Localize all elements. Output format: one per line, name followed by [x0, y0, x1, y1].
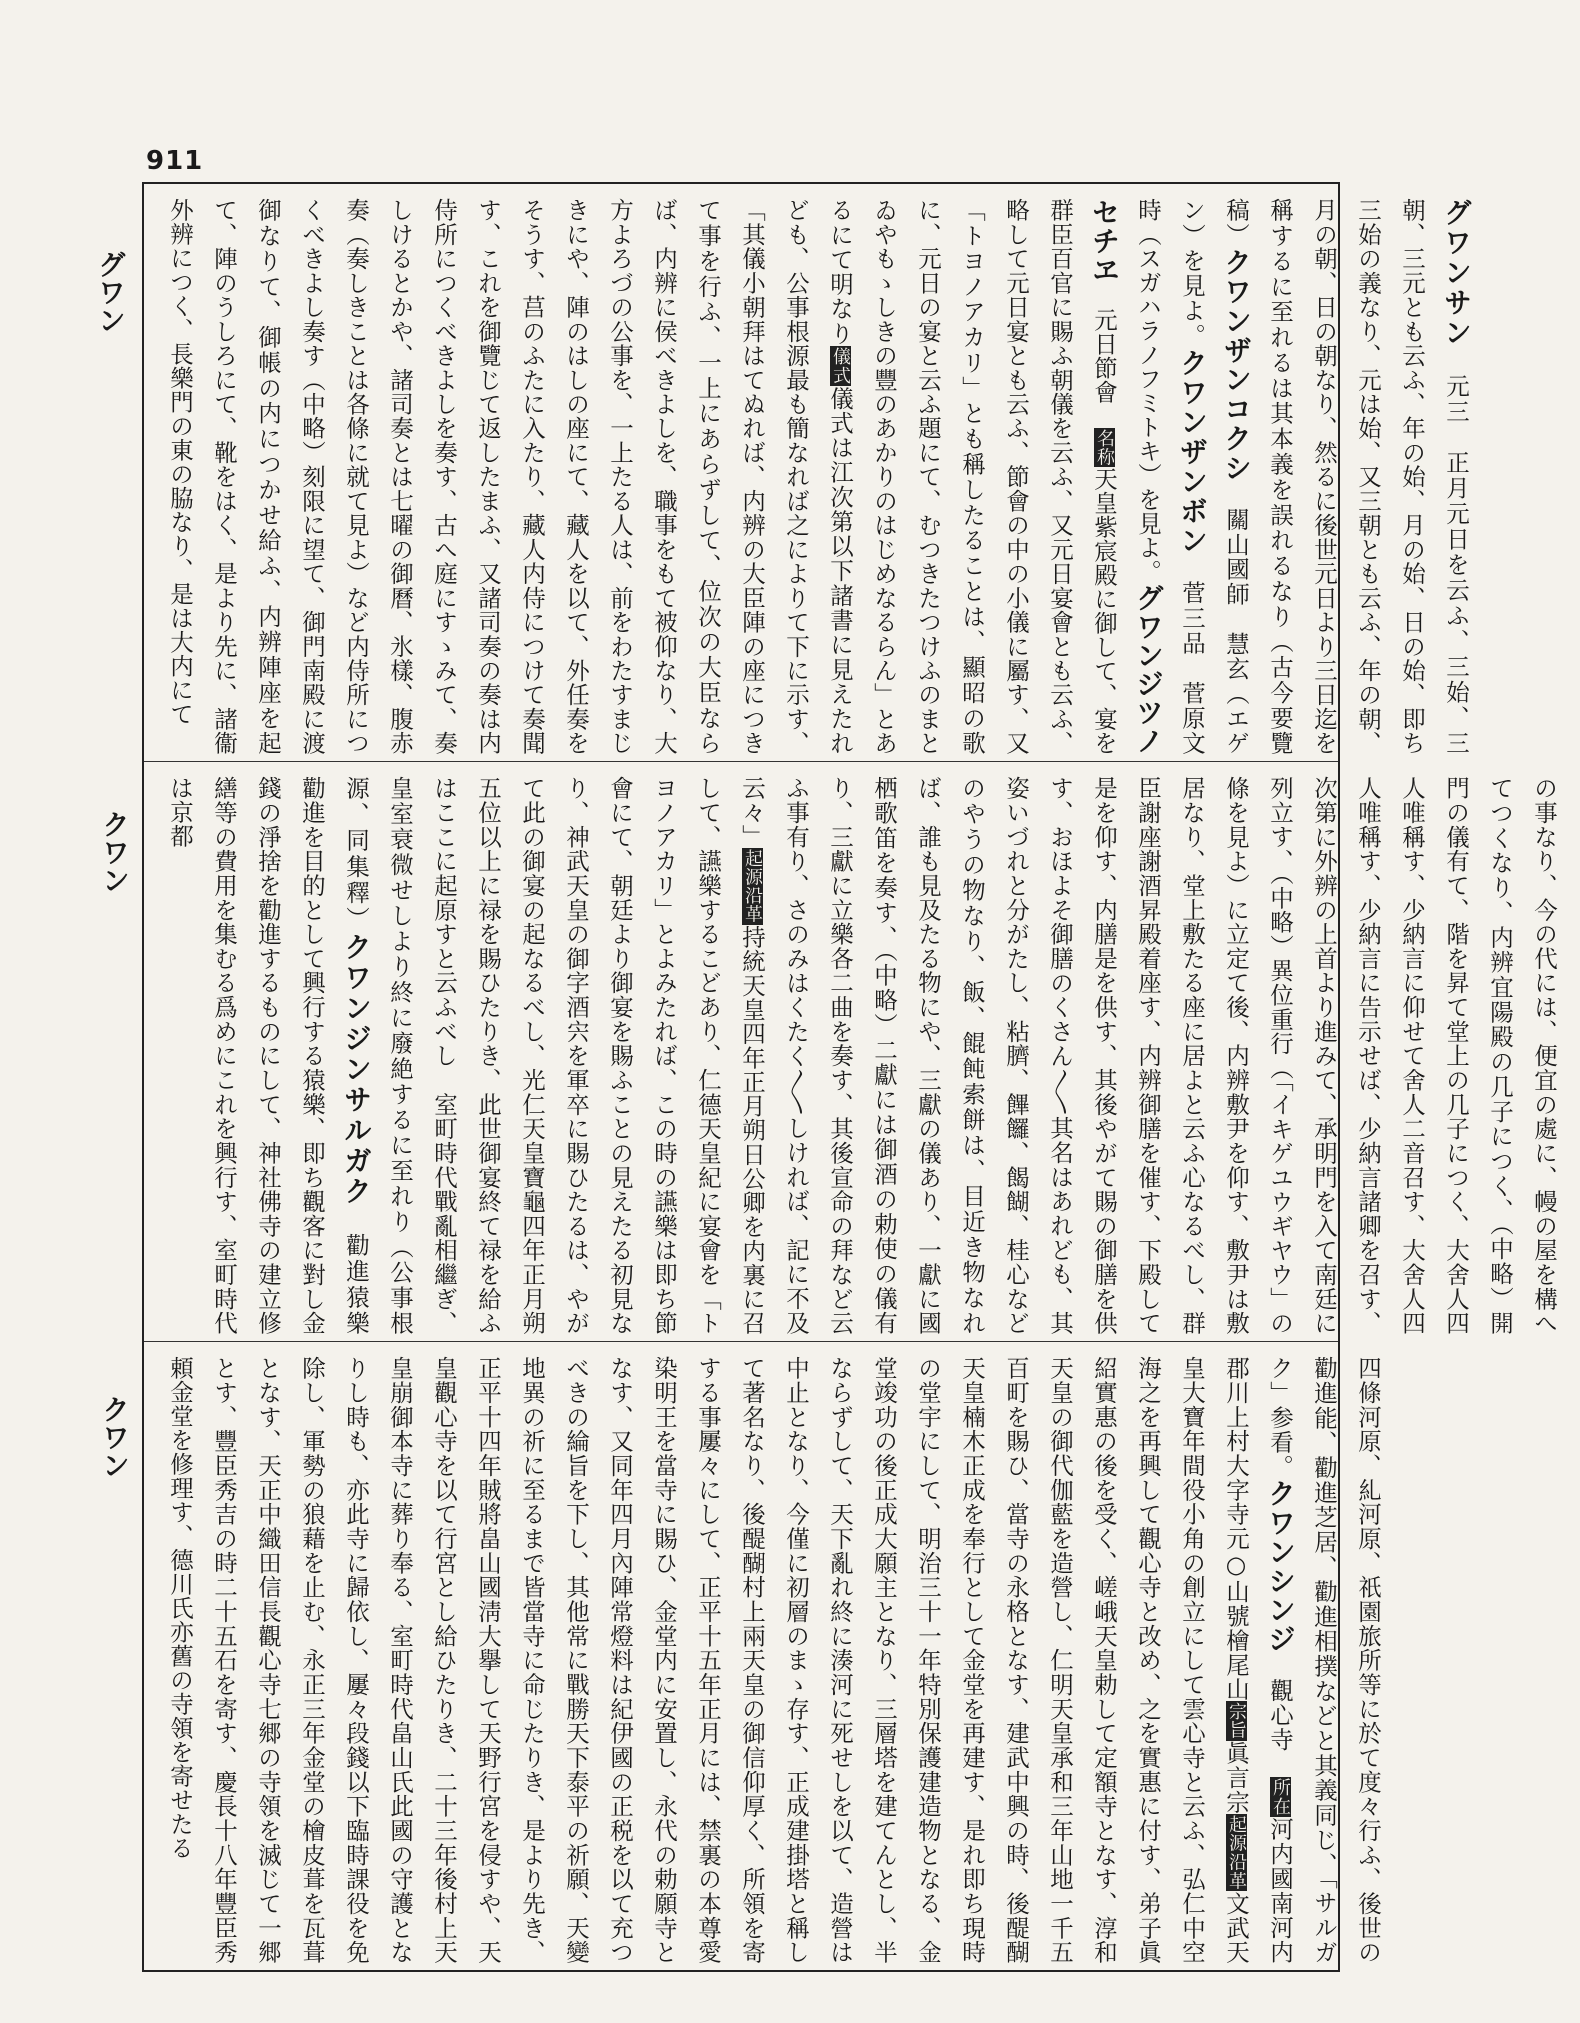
side-label-tier-1: グワン [94, 250, 127, 334]
entry-text: の事なり、今の代には、便宜の處に、幔の屋を構へてつくなり、内辨宜陽殿の几子につく、（中略）開門の儀有て、階を昇て堂上の几子につく、大舍人四人唯稱す、少納言に仰せて舍人二音召す、大舍人四人唯稱す、少納言に告示せば、少納言諸卿を召す、次第に外辨の上首より進みて、承明門を入て南廷に列立す、（中略）異位重行（「イキゲユウギヤウ」の條を見よ）に立定て後、内辨敷尹を仰す、敷尹は敷居なり、堂上敷たる座に居よと云ふ心なるべし、群臣謝座謝酒昇殿着座す、内辨御膳を催す、下殿して是を仰す、内膳是を供す、其後やがて賜の御膳を供す、おほよそ御膳のくさん〳〵其名はあれども、其姿いづれと分がたし、粘臍、饆饠、餲餬、桂心などのやうの物なり、飯、餛飩索餅は、目近き物なれば、誰も見及たる物にや、三獻の儀あり、一獻に國栖歌笛を奏す、（中略）二獻には御酒の勅使の儀有り、三獻に立樂各二曲を奏す、其後宣命の拜など云ふ事有り、さのみはくたく〳〵しければ、記に不及云々」 [738, 776, 1558, 1335]
entry-text: 河内國南河内郡川上村大字寺元○山號檜尾山 [1222, 1356, 1294, 1965]
entry-text: 眞言宗 [1222, 1740, 1250, 1814]
section-tag: 起源沿革 [742, 849, 763, 924]
entry-text: 四條河原、糺河原、祇園旅所等に於て度々行ふ、後世の勸進能、勸進芝居、勸進相撲などと其義同じ、「サルガク」参看。 [1266, 1356, 1382, 1964]
entry-headword: クワンザンボン [1176, 348, 1209, 556]
tier-2 [144, 762, 1558, 1360]
entry-text: 天皇紫宸殿に御して、宴を群臣百官に賜ふ朝儀を云ふ、又元日宴會とも云ふ、略して元日宴とも云ふ、節會の中の小儀に屬す、又「トヨノアカリ」とも稱したることは、顯昭の歌に、元日の宴と云ふ題にて、むつきたつけふのまとゐやもゝしきの豐のあかりのはじめなるらん」とあるにて明なり [826, 198, 1118, 756]
entry-headword: グワンジツノセチヱ [1088, 198, 1165, 756]
tier-1-text [144, 184, 1492, 761]
side-label-tier-3: クワン [98, 1395, 131, 1479]
entry-headword: クワンジンサルガク [340, 932, 373, 1207]
page-number: 911 [146, 146, 204, 176]
tier-2-text [144, 762, 1580, 1360]
entry-headword: グワンサン [1440, 198, 1473, 349]
entry-text: 元三 正月元日を云ふ、三始、三朝、三元とも云ふ、年の始、月の始、日の始、即ち三始の義なり、元は始、又三朝とも云ふ、年の朝、月の朝、日の朝なり、然るに後世元日より三日迄を稱するに至れるは其本義を誤れるなり（古今要覽稿） [1222, 198, 1470, 756]
entry-text: 持統天皇四年正月朔日公卿を内裏に召して、讌樂するこどあり、仁德天皇紀に宴會を「トヨノアカリ」とよみたれば、この時の讌樂は即ち節會にて、朝廷より御宴を賜ふことの見えたる初見なり、神武天皇の御字酒宍を軍卒に賜ひたるは、やがて此の御宴の起なるべし、光仁天皇寶龜四年正月朔五位以上に禄を賜ひたりき、此世御宴終て禄を給ふはここに起原すと云ふべし 室町時代戰亂相繼ぎ、皇室衰微せしより終に廢絶するに至れり（公事根源、同集釋） [342, 776, 766, 1336]
section-tag: 起源沿革 [1226, 1814, 1247, 1891]
tier-3-text [144, 1342, 1404, 1970]
tier-3 [144, 1342, 1382, 1970]
tier-1 [144, 184, 1473, 762]
section-tag: 名称 [1094, 428, 1115, 466]
entry-text: 儀式は江次第以下諸書に見えたれども、公事根源最も簡なれば之によりて下に示す、「其儀小朝拜はてぬれば、内辨の大臣陣の座につきて事を行ふ、一上にあらずして、位次の大臣ならば、内辨に侯べきよしを、職事をもて被仰なり、大方よろづの公事を、一上たる人は、前をわたすまじきにや、陣のはしの座にて、藏人を以て、外任奏をそうす、莒のふたに入たり、藏人内侍につけて奏聞す、これを御覽じて返したまふ、又諸司奏の奏は内侍所につくべきよしを奏す、古へ庭にすゝみて、奏しけるとかや、諸司奏とは七曜の御曆、氷樣、腹赤奏（奏しきことは各條に就て見よ）など内侍所につくべきよし奏す（中略）刻限に望て、御門南殿に渡御なりて、御帳の内につかせ給ふ、内辨陣座を起て、陣のうしろにて、靴をはく、是より先に、諸衞外辨につく、長樂門の東の脇なり、是は大内にて [166, 198, 854, 756]
entry-text: 菅三品 菅原文時（スガハラノフミトキ）を見よ。 [1134, 198, 1206, 756]
section-tag: 宗旨 [1226, 1702, 1247, 1740]
side-label-tier-2: クワン [98, 810, 131, 894]
entry-headword: クワンザンコクシ [1220, 247, 1253, 483]
section-tag: 所在 [1270, 1777, 1291, 1816]
entry-text: 元日節會 [1090, 283, 1118, 428]
entry-headword: クワンシンジ [1264, 1479, 1297, 1654]
entry-text: 勸進猿樂 勸進を目的として興行する猿樂、即ち觀客に對し金錢の淨捨を勸進するものにして、神社佛寺の建立修繕等の費用を集むる爲めにこれを興行す、室町時代は京都 [166, 776, 370, 1360]
entry-text: 觀心寺 [1266, 1653, 1294, 1777]
entry-text: 文武天皇大寶年間役小角の創立にして雲心寺と云ふ、弘仁中空海之を再興して觀心寺と改め、之を實惠に付す、弟子眞紹實惠の後を受く、嵯峨天皇勅して定額寺となす、淳和天皇の御代伽藍を造營し、仁明天皇承和三年山地一千五百町を賜ひ、當寺の永格となす、建武中興の時、後醍醐天皇楠木正成を奉行として金堂を再建す、是れ即ち現時の堂宇にして、明治三十一年特別保護建造物となる、金堂竣功の後正成大願主となり、三層塔を建てんとし、半ならずして、天下亂れ終に湊河に死せしを以て、造營は中止となり、今僅に初層のまゝ存す、正成建掛塔と稱して著名なり、後醍醐村上兩天皇の御信仰厚く、所領を寄する事屢々にして、正平十五年正月には、禁裏の本尊愛染明王を當寺に賜ひ、金堂内に安置し、永代の勅願寺となす、又同年四月內陣常燈料は紀伊國の正税を以て充つべきの綸旨を下し、其他常に戰勝天下泰平の祈願、天變地異の祈に至るまで皆當寺に命じたりき、是より先き、正平十四年賊將畠山國淸大擧して天野行宮を侵すや、天皇觀心寺を以て行宮とし給ひたりき、二十三年後村上天皇崩御本寺に葬り奉る、室町時代畠山氏此國の守護となりし時も、亦此寺に歸依し、屢々段錢以下臨時課役を免除し、軍勢の狼藉を止む、永正三年金堂の檜皮葺を瓦葺となす、天正中織田信長觀心寺七郷の寺領を滅じて一郷とす、豐臣秀吉の時二十五石を寄す、慶長十八年豐臣秀頼金堂を修理す、德川氏亦舊の寺領を寄せたる [166, 1356, 1250, 1965]
section-tag: 儀式 [830, 346, 851, 386]
entry-text: 關山國師 慧玄（エゲン）を見よ。 [1178, 198, 1250, 756]
